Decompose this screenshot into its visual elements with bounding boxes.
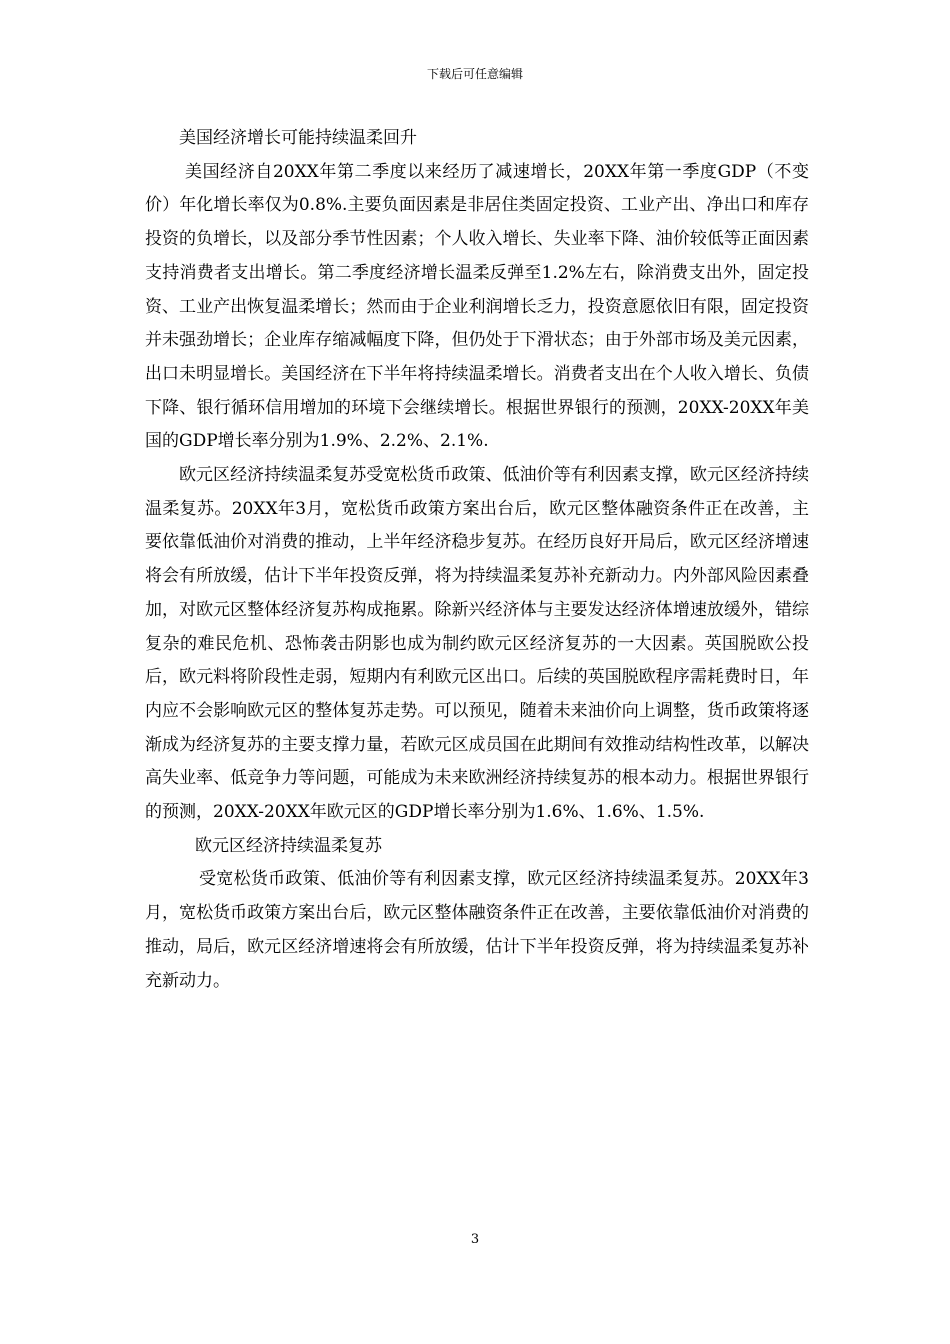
section-heading-eurozone: 欧元区经济持续温柔复苏: [195, 835, 382, 856]
page-number: 3: [470, 1232, 480, 1247]
paragraph-eurozone-economy: 欧元区经济持续温柔复苏受宽松货币政策、低油价等有利因素支撑，欧元区经济持续温柔复苏。20XX年3月，宽松货币政策方案出台后，欧元区整体融资条件正在改善，主要依靠低油价对消费的推动，上半年经济稳步复苏。在经历良好开局后，欧元区经济增速将会有所放缓，估计下半年投资反弹，将为持续温柔复苏补充新动力。内外部风险因素叠加，对欧元区整体经济复苏构成拖累。除新兴经济体与主要发达经济体增速放缓外，错综复杂的难民危机、恐怖袭击阴影也成为制约欧元区经济复苏的一大因素。英国脱欧公投后，欧元料将阶段性走弱，短期内有利欧元区出口。后续的英国脱欧程序需耗费时日，年内应不会影响欧元区的整体复苏走势。可以预见，随着未来油价向上调整，货币政策将逐渐成为经济复苏的主要支撑力量，若欧元区成员国在此期间有效推动结构性改革，以解决高失业率、低竞争力等问题，可能成为未来欧洲经济持续复苏的根本动力。根据世界银行的预测，20XX-20XX年欧元区的GDP增长率分别为1.6%、1.6%、1.5%.: [145, 465, 809, 823]
paragraph-eurozone-recovery: 受宽松货币政策、低油价等有利因素支撑，欧元区经济持续温柔复苏。20XX年3月，宽松货币政策方案出台后，欧元区整体融资条件正在改善，主要依靠低油价对消费的推动，局后，欧元区经济增速将会有所放缓，估计下半年投资反弹，将为持续温柔复苏补充新动力。: [145, 869, 809, 991]
document-body: [145, 122, 809, 998]
page-header: 下载后可任意编辑: [426, 67, 523, 81]
paragraph-us-economy: 美国经济自20XX年第二季度以来经历了减速增长，20XX年第一季度GDP（不变价）年化增长率仅为0.8%.主要负面因素是非居住类固定投资、工业产出、净出口和库存投资的负增长，以及部分季节性因素；个人收入增长、失业率下降、油价较低等正面因素支持消费者支出增长。第二季度经济增长温柔反弹至1.2%左右，除消费支出外，固定投资、工业产出恢复温柔增长；然而由于企业利润增长乏力，投资意愿依旧有限，固定投资并未强劲增长；企业库存缩减幅度下降，但仍处于下滑状态；由于外部市场及美元因素，出口未明显增长。美国经济在下半年将持续温柔增长。消费者支出在个人收入增长、负债下降、银行循环信用增加的环境下会继续增长。根据世界银行的预测，20XX-20XX年美国的GDP增长率分别为1.9%、2.2%、2.1%.: [145, 161, 809, 452]
section-heading-us-economy: 美国经济增长可能持续温柔回升: [179, 128, 417, 148]
